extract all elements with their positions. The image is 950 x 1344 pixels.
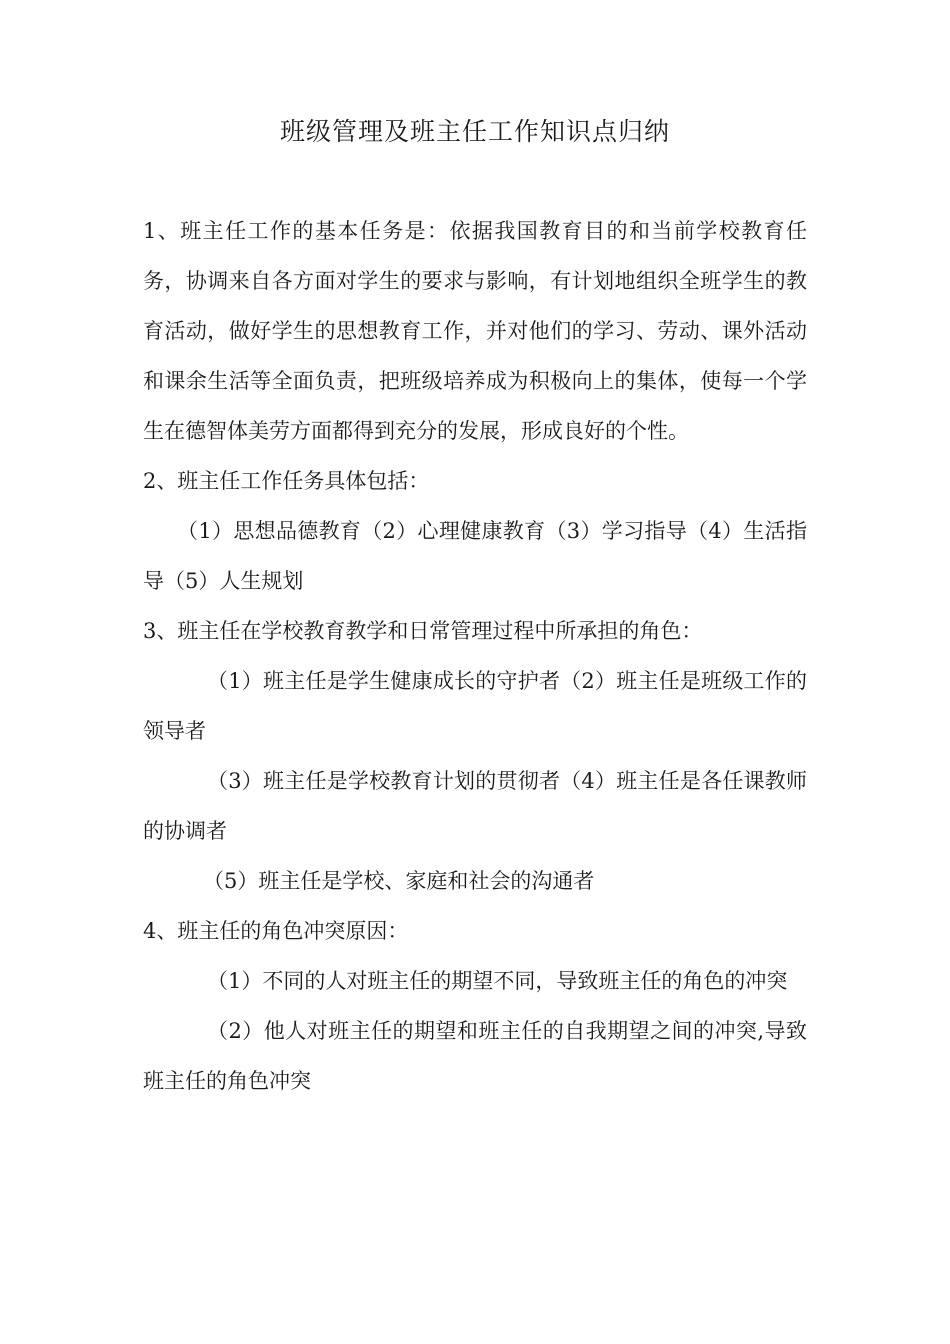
paragraph-9: （1）不同的人对班主任的期望不同，导致班主任的角色的冲突	[207, 969, 788, 993]
paragraph-1: 1、班主任工作的基本任务是：依据我国教育目的和当前学校教育任务，协调来自各方面对学生的要求与影响，有计划地组织全班学生的教育活动，做好学生的思想教育工作，并对他们的学习、劳动、课外活动和课余生活等全面负责，把班级培养成为积极向上的集体，使每一个学生在德智体美劳方面都得到充分的发展，形成良好的个性。	[143, 219, 807, 443]
document-title: 班级管理及班主任工作知识点归纳	[279, 117, 670, 146]
paragraph-8: 4、班主任的角色冲突原因：	[143, 919, 409, 943]
paragraph-5: （1）班主任是学生健康成长的守护者（2）班主任是班级工作的领导者	[143, 669, 807, 743]
paragraph-10: （2）他人对班主任的期望和班主任的自我期望之间的冲突,导致班主任的角色冲突	[143, 1019, 807, 1093]
paragraph-6: （3）班主任是学校教育计划的贯彻者（4）班主任是各任课教师的协调者	[143, 769, 807, 843]
paragraph-2: 2、班主任工作任务具体包括：	[143, 469, 430, 493]
paragraph-4: 3、班主任在学校教育教学和日常管理过程中所承担的角色：	[143, 619, 703, 643]
paragraph-7: （5）班主任是学校、家庭和社会的沟通者	[203, 869, 595, 893]
paragraph-3: （1）思想品德教育（2）心理健康教育（3）学习指导（4）生活指导（5）人生规划	[143, 519, 807, 593]
document-body	[143, 206, 807, 1106]
